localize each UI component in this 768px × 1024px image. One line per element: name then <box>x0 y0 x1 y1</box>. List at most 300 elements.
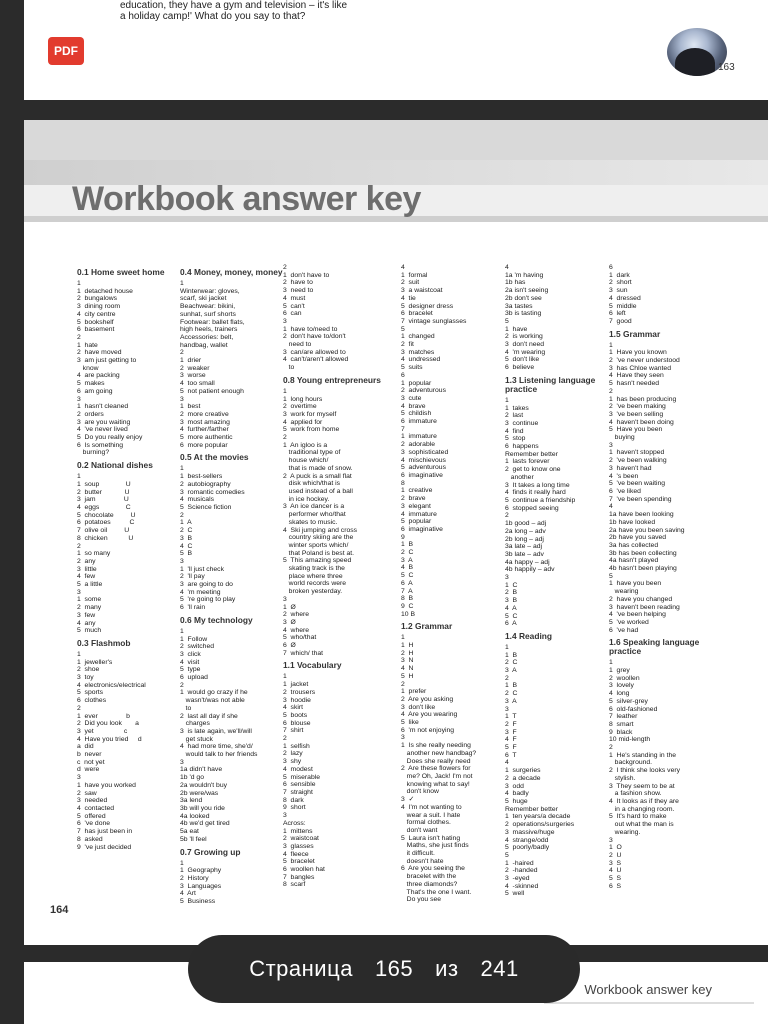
answer-line: 1 jeweller's <box>77 658 113 666</box>
answer-line: 6 Is something <box>77 441 124 449</box>
answer-line: broken yesterday. <box>283 588 343 596</box>
answer-line: 4 fleece <box>283 850 309 858</box>
answer-line: 4 are packing <box>77 372 120 380</box>
answer-line: high heels, trainers <box>180 326 238 334</box>
answer-line: 2 orders <box>77 410 104 418</box>
answer-line: 2 F <box>505 720 517 728</box>
answer-line: 3 <box>283 812 287 820</box>
answer-line: 3 odd <box>505 782 524 790</box>
answer-line: 2 B <box>505 589 518 597</box>
footer-title: Workbook answer key <box>584 982 712 997</box>
answer-line: 5 It's hard to make <box>609 813 667 821</box>
answer-line: in a changing room. <box>609 805 675 813</box>
answer-line: 3 few <box>77 611 96 619</box>
answer-line: 4 long <box>609 690 630 698</box>
answer-line: 3 <box>609 441 613 449</box>
answer-line: 3 <box>77 395 81 403</box>
answer-line: 4 too small <box>180 380 215 388</box>
answer-line: 3 continue <box>505 419 539 427</box>
answer-line: 4 've been helping <box>609 611 666 619</box>
answer-line: 5 Science fiction <box>180 503 232 511</box>
answer-line: 1 <box>609 341 613 349</box>
answer-line: Footwear: ballet flats, <box>180 318 245 326</box>
answer-line: 2 <box>77 704 81 712</box>
answer-line: 7 bangles <box>283 873 315 881</box>
answer-line: 1b good – adj <box>505 520 547 528</box>
answer-line: 7 olive oil U <box>77 527 130 535</box>
page-indicator-total: 241 <box>480 956 519 981</box>
answer-line: 2a isn't seeing <box>505 287 549 295</box>
answer-line: 1b have looked <box>609 518 656 526</box>
answer-line: 2 suit <box>401 279 420 287</box>
answer-line: winter sports which/ <box>283 541 349 549</box>
answer-line: 3 <box>180 395 184 403</box>
answer-line: 4 'm meeting <box>180 588 221 596</box>
answer-line: 6 basement <box>77 326 115 334</box>
answer-line: 6 imaginative <box>401 525 443 533</box>
answer-line: 1 He's standing in the <box>609 751 677 759</box>
answer-line: world records were <box>283 580 347 588</box>
answer-line: 5 like <box>401 719 419 727</box>
answer-line: 4 Art <box>180 890 196 898</box>
answer-line: 2 have to <box>283 279 313 287</box>
answer-line: 5 miserable <box>283 773 321 781</box>
answer-line: 1 formal <box>401 271 428 279</box>
answer-line: 4a happy – adj <box>505 558 550 566</box>
answer-line: 2 trousers <box>283 688 316 696</box>
answer-line: 1 Is she really needing <box>401 742 471 750</box>
answer-line: 5 bracelet <box>283 858 315 866</box>
answer-line: wearing <box>609 588 639 596</box>
answer-line: 6 clothes <box>77 697 107 705</box>
answer-line: 5 who/that <box>283 634 317 642</box>
answer-line: stylish. <box>609 774 636 782</box>
answer-line: 3 F <box>505 728 517 736</box>
answer-line: 2 bungalows <box>77 295 118 303</box>
answer-line: 1 changed <box>401 333 435 341</box>
answer-line: 1 <box>77 650 81 658</box>
answer-line: sunhat, surf shorts <box>180 310 236 318</box>
answer-line: 2 short <box>609 279 632 287</box>
answer-line: 3 They seem to be at <box>609 782 675 790</box>
answer-line: 3 little <box>77 565 97 573</box>
page-indicator-of: из <box>435 956 459 981</box>
answer-line: 2 fit <box>401 341 414 349</box>
answer-line: 4 mischievous <box>401 456 446 464</box>
answer-line: 3a late – adj <box>505 543 543 551</box>
answer-line: 3 've been selling <box>609 410 664 418</box>
answer-line: 1 O <box>609 844 622 852</box>
answer-line: 2 lazy <box>283 750 303 758</box>
answer-line: 3 N <box>401 657 414 665</box>
answer-line: 7 has just been in <box>77 828 133 836</box>
answer-line: 2 last <box>505 412 524 420</box>
answer-line: 6 've had <box>609 626 639 634</box>
answer-line: 5 middle <box>609 302 637 310</box>
answer-line: 3 are you waiting <box>77 418 131 426</box>
answer-line: place where three <box>283 572 343 580</box>
answer-line: 2 saw <box>77 789 97 797</box>
answer-line: 2 've been walking <box>609 457 667 465</box>
answer-line: 1 popular <box>401 379 432 387</box>
answer-line: 2 History <box>180 874 209 882</box>
answer-line: 7 A <box>401 587 413 595</box>
answer-line: 4 had more time, she'd/ <box>180 743 253 751</box>
answer-line: 5 designer dress <box>401 302 454 310</box>
answer-column-3 <box>283 264 386 889</box>
answer-line: 1 Ø <box>283 603 296 611</box>
answer-line: 5 continue a friendship <box>505 496 576 504</box>
answer-line: 3 A <box>505 667 517 675</box>
answer-line: 1 B <box>401 541 414 549</box>
answer-line: 4 A <box>505 604 517 612</box>
previous-page-text: education, they have a gym and television – it's like a holiday camp!' What do you say to that? <box>120 0 348 22</box>
answer-line: 3b will you ride <box>180 805 225 812</box>
answer-line: 5 work from home <box>283 426 340 434</box>
previous-page-fragment <box>24 0 768 100</box>
answer-line: Beachwear: bikini, <box>180 303 236 311</box>
answer-line: 2 U <box>609 851 622 859</box>
answer-line: 2 woollen <box>609 674 640 682</box>
answer-line: 4 tie <box>401 294 416 302</box>
answer-line: another new handbag? <box>401 749 477 757</box>
answer-line: 1 selfish <box>283 742 310 750</box>
answer-line: 4 B <box>401 564 414 572</box>
answer-line: out what the man is <box>609 821 674 829</box>
answer-line: 2 switched <box>180 643 215 651</box>
answer-line: 5 silver-grey <box>609 697 648 705</box>
answer-line: 5 poorly/badly <box>505 844 550 852</box>
answer-line: 1 hate <box>77 341 98 349</box>
answer-line: 6 bracelet <box>401 310 433 318</box>
answer-line: 2 <box>401 680 405 688</box>
answer-line: 5 not patient enough <box>180 387 244 395</box>
answer-line: buying <box>609 434 635 442</box>
answer-line: wear a suit. I hate <box>401 811 461 819</box>
answer-line: 5 much <box>77 627 102 635</box>
answer-line: 2 a decade <box>505 774 541 782</box>
section-heading: 0.2 National dishes <box>77 460 153 471</box>
answer-line: 3 haven't been reading <box>609 603 680 611</box>
answer-line: 5 makes <box>77 380 105 388</box>
answer-line: 5 bookshelf <box>77 318 114 326</box>
answer-line: 2 C <box>505 690 518 698</box>
answer-line: 5 <box>609 572 613 580</box>
answer-line: 6 imaginative <box>401 471 443 479</box>
answer-line: 1 An igloo is a <box>283 441 328 449</box>
answer-line: 2 Are you asking <box>401 695 454 703</box>
answer-line: 1 have you worked <box>77 781 136 789</box>
answer-line: to <box>180 704 192 712</box>
section-heading: 0.8 Young entrepreneurs <box>283 374 381 385</box>
answer-line: 3 worse <box>180 372 206 380</box>
answer-line: 7 leather <box>609 713 638 721</box>
answer-line: 4 city centre <box>77 310 116 318</box>
answer-line: country skiing are the <box>283 534 354 542</box>
answer-line: 9 short <box>283 804 306 812</box>
answer-line: 6 stopped seeing <box>505 504 559 512</box>
answer-line: 5 hasn't needed <box>609 380 660 388</box>
answer-line: 6 more popular <box>180 441 228 449</box>
answer-line: 4 N <box>401 665 414 673</box>
answer-line: 4b hasn't been playing <box>609 565 677 573</box>
answer-line: doesn't hate <box>401 857 444 865</box>
answer-line: 1 best-sellers <box>180 473 223 481</box>
answer-line: 1 -haired <box>505 859 534 867</box>
answer-line: b never <box>77 751 102 759</box>
answer-line: 6 A <box>401 579 413 587</box>
answer-line: 4 F <box>505 736 517 744</box>
answer-line: 6 Are you seeing the <box>401 865 465 873</box>
answer-line: 2 operations/surgeries <box>505 821 575 829</box>
answer-line: 4b we'd get tired <box>180 820 230 828</box>
answer-line: 5 Laura isn't hating <box>401 834 461 842</box>
answer-line: 4 <box>505 264 509 271</box>
answer-line: 6 A <box>505 620 517 628</box>
answer-line: 1 <box>283 387 287 395</box>
answer-line: 3 <box>180 758 184 766</box>
answer-line: charges <box>180 720 210 728</box>
answer-line: 1 have you been <box>609 580 662 588</box>
answer-line: 1 best <box>180 403 201 411</box>
answer-line: 6 can <box>283 310 302 318</box>
answer-line: 2b have you saved <box>609 534 667 542</box>
answer-line: 6 believe <box>505 364 535 372</box>
answer-line: 3b late – adv <box>505 550 544 558</box>
answer-line: 5 S <box>609 875 622 883</box>
answer-line: 5 <box>505 851 509 859</box>
answer-line: 6 woollen hat <box>283 866 325 874</box>
answer-line: 3 A <box>505 697 517 705</box>
answer-line: 3 yet c <box>77 727 128 735</box>
answer-line: knowing what to say! <box>401 780 470 788</box>
answer-line: 4a hasn't played <box>609 557 659 565</box>
answer-line: 1 hasn't cleaned <box>77 403 129 411</box>
answer-line: 3 <box>505 705 509 713</box>
answer-line: formal clothes. <box>401 819 451 827</box>
section-heading: 0.7 Growing up <box>180 846 241 857</box>
answer-line: 4 modest <box>283 765 313 773</box>
answer-line: 4 's been <box>609 472 639 480</box>
answer-line: 2 C <box>401 549 414 557</box>
answer-line: 1 <box>77 280 81 287</box>
answer-line: 1 <box>609 659 613 667</box>
answer-line: 5a eat <box>180 828 199 836</box>
answer-line: 6 old-fashioned <box>609 705 658 713</box>
answer-line: 4 any <box>77 619 96 627</box>
answer-line: 2 <box>505 512 509 520</box>
answer-line: 3 a waistcoat <box>401 287 443 295</box>
section-heading: 0.5 At the movies <box>180 452 249 463</box>
answer-line: Does she really need <box>401 757 471 765</box>
answer-line: 4b happily – adv <box>505 566 555 574</box>
answer-line: skating track is the <box>283 565 345 573</box>
answer-line: 4 Are you wearing <box>401 711 458 719</box>
answer-line: 4 'm wearing <box>505 348 546 356</box>
answer-line: in ice hockey. <box>283 495 330 503</box>
answer-line: get stuck <box>180 735 213 743</box>
answer-line: 1b 'd go <box>180 774 204 782</box>
answer-line: Do you see <box>401 896 442 904</box>
answer-line: 6 immature <box>401 418 437 426</box>
answer-line: 4 badly <box>505 790 529 798</box>
page-indicator-current: 165 <box>374 956 414 981</box>
answer-line: 6 T <box>505 751 517 759</box>
answer-line: 3 An ice dancer is a <box>283 503 345 511</box>
answer-line: 1 soup U <box>77 480 131 488</box>
answer-line: 7 shirt <box>283 727 304 735</box>
answer-line: 3 need to <box>283 287 314 295</box>
answer-line: 3 B <box>505 597 518 605</box>
answer-line: to <box>283 364 295 372</box>
answer-line: 4 further/farther <box>180 426 229 434</box>
answer-line: 4 must <box>283 294 306 302</box>
answer-line: 3 matches <box>401 348 435 356</box>
answer-line: 3 glasses <box>283 842 314 850</box>
answer-line: don't want <box>401 826 438 834</box>
answer-line: 6 'm not enjoying <box>401 726 455 734</box>
answer-line: 2b don't see <box>505 294 542 302</box>
answer-line: background. <box>609 759 653 767</box>
answer-line: 2b were/was <box>180 789 219 797</box>
answer-line: 2b long – adj <box>505 535 544 543</box>
answer-line: 1a 'm having <box>505 271 544 279</box>
answer-line: 2 brave <box>401 495 426 503</box>
answer-line: 1 T <box>505 713 517 721</box>
answer-line: three diamonds? <box>401 880 458 888</box>
answer-line: 1 <box>180 280 184 287</box>
answer-line: 3 shy <box>283 758 302 766</box>
answer-line: 4 eggs C <box>77 503 131 511</box>
answer-line: 1 so many <box>77 550 111 558</box>
answer-line: 1 ever b <box>77 712 130 720</box>
answer-line: 8 dark <box>283 796 304 804</box>
answer-line: 5 H <box>401 672 414 680</box>
answer-line: 1 detached house <box>77 287 133 295</box>
answer-line: 4 contacted <box>77 805 115 812</box>
answer-line: 4 brave <box>401 402 426 410</box>
answer-line: 4 applied for <box>283 418 323 426</box>
answer-line: That's the one I want. <box>401 888 472 896</box>
answer-line: 3 toy <box>77 674 94 682</box>
answer-line: 1 <box>180 627 184 635</box>
answer-line: 3 elegant <box>401 502 431 510</box>
answer-line: handbag, wallet <box>180 341 228 349</box>
answer-line: 3 jam U <box>77 496 129 504</box>
answer-line: 5 childish <box>401 410 432 418</box>
answer-line: 1 drier <box>180 357 202 365</box>
answer-line: 2 <box>180 511 184 519</box>
answer-line: 4 can't/aren't allowed <box>283 356 349 364</box>
answer-line: 3 massive/huge <box>505 828 555 836</box>
answer-line: 1 would go crazy if he <box>180 689 248 697</box>
answer-line: 6 blouse <box>283 719 311 727</box>
answer-line: 3 <box>180 557 184 565</box>
answer-line: 3 <box>401 734 405 742</box>
answer-line: 2 last all day if she <box>180 712 238 720</box>
answer-line: 2 C <box>505 659 518 667</box>
answer-line: 1 takes <box>505 404 529 412</box>
answer-line: 2 shoe <box>77 666 100 674</box>
answer-line: that is made of snow. <box>283 464 353 472</box>
answer-line: 2 I think she looks very <box>609 767 681 775</box>
answer-line: 1 <box>180 859 184 867</box>
page-title: Workbook answer key <box>72 180 421 218</box>
answer-line: 2 Did you look a <box>77 720 139 728</box>
answer-line: 6 'll rain <box>180 604 206 612</box>
answer-line: 5 Do you really enjoy <box>77 434 143 442</box>
answer-line: traditional type of <box>283 449 341 457</box>
answer-line: 2 is working <box>505 333 543 341</box>
answer-line: 4 few <box>77 573 96 581</box>
answer-line: 5 adventurous <box>401 464 446 472</box>
answer-line: 4 C <box>180 542 193 550</box>
answer-line: 3 <box>283 317 287 325</box>
answer-line: 2 many <box>77 604 102 612</box>
answer-line: Maths, she just finds <box>401 842 469 850</box>
answer-line: 7 've been spending <box>609 495 672 503</box>
answer-line: 1 'll just check <box>180 565 224 573</box>
answer-line: 7 which/ that <box>283 649 324 657</box>
answer-line: 2 overtime <box>283 403 317 411</box>
answer-line: 8 chicken U <box>77 534 134 542</box>
answer-line: 5 stop <box>505 435 526 443</box>
answer-line: 5 've been waiting <box>609 480 666 488</box>
answer-line: 1 B <box>505 682 518 690</box>
answer-line: performer who/that <box>283 511 346 519</box>
answer-line: 4 haven't been doing <box>609 418 674 426</box>
pdf-icon[interactable]: PDF <box>48 37 84 65</box>
answer-line: 2 get to know one <box>505 466 561 474</box>
page-indicator[interactable] <box>188 935 580 1003</box>
answer-line: 9 <box>401 533 405 541</box>
answer-line: 2 Are these flowers for <box>401 765 471 773</box>
answer-line: 2 waistcoat <box>283 835 319 843</box>
answer-line: 7 straight <box>283 789 313 796</box>
answer-line: 3 can/are allowed to <box>283 348 346 356</box>
answer-line: 4 <box>505 759 509 767</box>
answer-line: wasn't/was not able <box>180 697 245 705</box>
answer-line: Remember better <box>505 450 558 458</box>
answer-line: 1 mittens <box>283 827 313 835</box>
answer-line: 1a didn't have <box>180 766 223 774</box>
answer-line: 3 S <box>609 859 622 867</box>
answer-line: disk which/that is <box>283 480 341 488</box>
answer-line: a fashion show. <box>609 790 662 798</box>
answer-line: 1 don't have to <box>283 271 330 279</box>
answer-line: Winterwear: gloves, <box>180 287 240 295</box>
answer-line: 2 -handed <box>505 867 538 875</box>
answer-line: 3 Ø <box>283 618 296 626</box>
section-heading: 0.4 Money, money, money <box>180 267 283 277</box>
answer-line: don't know <box>401 788 439 796</box>
answer-line: 7 good <box>609 317 632 325</box>
answer-line: 2 <box>180 681 184 689</box>
answer-line: 3 lovely <box>609 682 634 690</box>
answer-line: 3a tastes <box>505 302 533 310</box>
section-heading: 1.3 Listening language practice <box>505 374 596 394</box>
answer-line: 3 click <box>180 650 201 658</box>
answer-line: 4 visit <box>180 658 200 666</box>
answer-line: 1 has been producing <box>609 395 677 403</box>
answer-line: 8 scarf <box>283 881 306 889</box>
answer-line: a did <box>77 743 94 751</box>
answer-line: 4 immature <box>401 510 437 518</box>
answer-line: 3a lend <box>180 797 203 805</box>
section-heading: 1.4 Reading <box>505 630 553 641</box>
answer-line: 5 well <box>505 890 525 898</box>
answer-line: 9 've just decided <box>77 843 132 851</box>
